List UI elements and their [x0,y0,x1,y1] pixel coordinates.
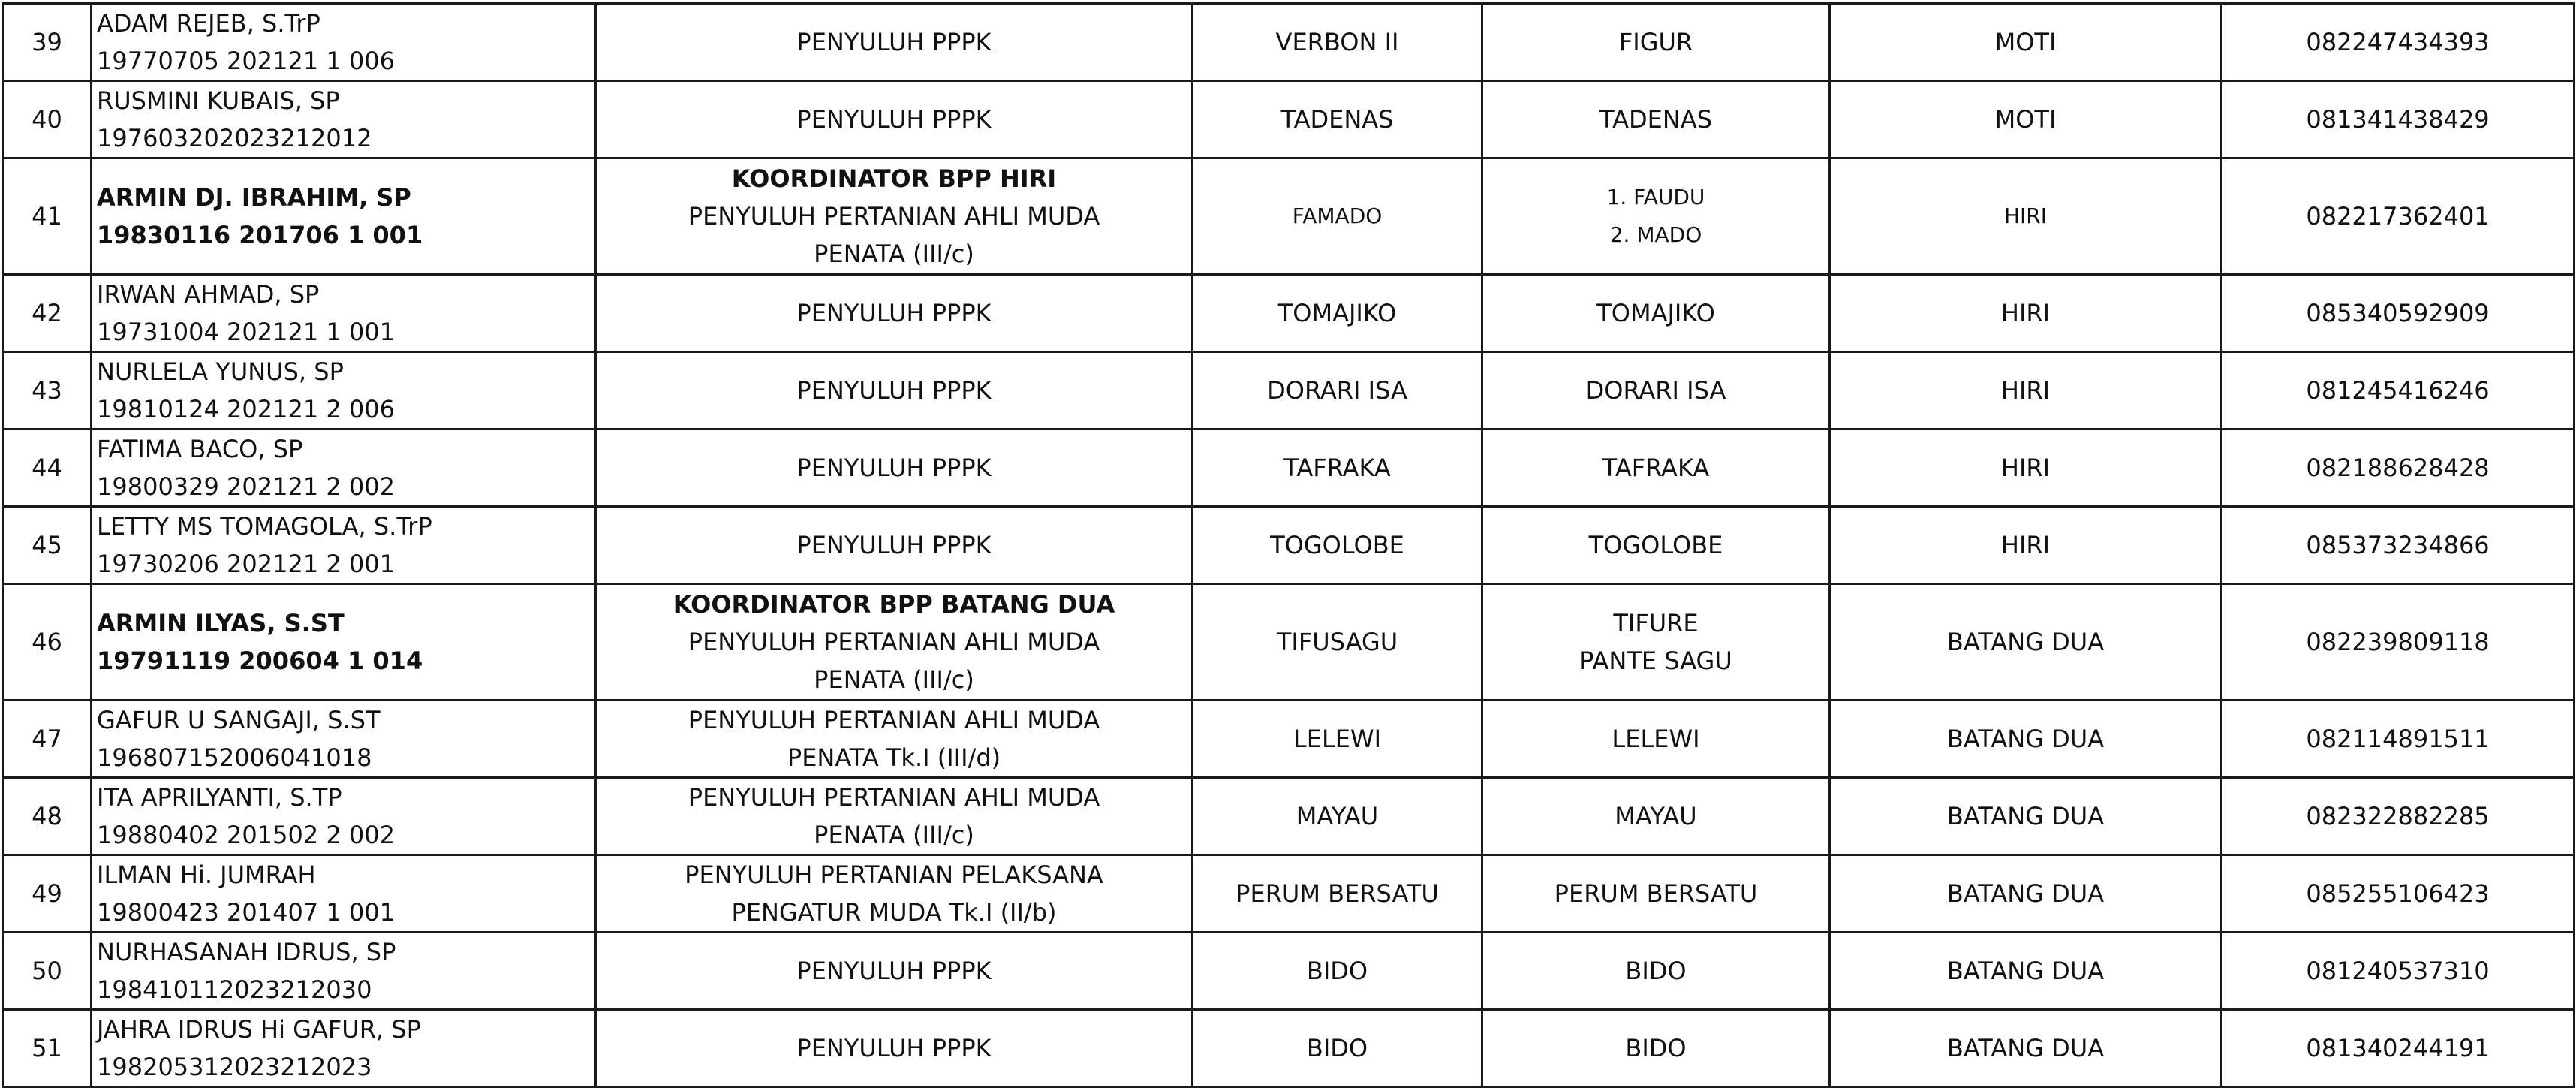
desa-binaan-cell [1193,701,1482,778]
employee-nip: 19731004 202121 1 001 [97,318,395,346]
table-row [3,507,2574,584]
desa-domisili-cell [1482,429,1830,507]
employee-nip: 19800329 202121 2 002 [97,472,395,501]
row-number: 43 [32,376,62,405]
table-row [3,933,2574,1010]
row-number-cell [3,778,92,855]
desa-binaan-cell [1193,429,1482,507]
desa-binaan-cell [1193,584,1482,701]
employee-name: ILMAN Hi. JUMRAH [97,860,316,889]
desa-domisili: 1. FAUDU [1606,185,1705,209]
row-number-cell [3,352,92,429]
employee-nip: 19770705 202121 1 006 [97,47,395,75]
table-row [3,778,2574,855]
employee-nip: 19810124 202121 2 006 [97,395,395,423]
position-line: PENYULUH PERTANIAN AHLI MUDA [688,202,1100,231]
position-line: PENYULUH PPPK [796,1034,992,1062]
position-cell [596,81,1193,158]
desa-domisili-cell [1482,933,1830,1010]
kecamatan: MOTI [1994,105,2057,134]
position-cell [596,507,1193,584]
desa-domisili: 2. MADO [1609,222,1702,247]
desa-binaan-cell [1193,933,1482,1010]
name-cell [92,4,596,81]
position-cell [596,158,1193,275]
position-line: PENATA (III/c) [814,665,974,694]
position-line: PENYULUH PERTANIAN AHLI MUDA [688,783,1100,812]
table-body [3,4,2574,1087]
desa-binaan: TOMAJIKO [1277,299,1397,327]
phone-number: 081245416246 [2306,376,2490,405]
phone-number: 081340244191 [2306,1034,2490,1062]
row-number-cell [3,507,92,584]
employee-name: FATIMA BACO, SP [97,435,303,463]
name-cell [92,352,596,429]
kecamatan: BATANG DUA [1946,957,2105,985]
desa-domisili: LELEWI [1612,725,1700,753]
employee-name: JAHRA IDRUS Hi GAFUR, SP [97,1015,421,1044]
desa-domisili-cell [1482,158,1830,275]
desa-domisili: PANTE SAGU [1579,646,1732,675]
kecamatan-cell [1830,158,2222,275]
desa-domisili-cell [1482,81,1830,158]
employee-nip: 19830116 201706 1 001 [97,221,423,249]
desa-domisili-cell [1482,507,1830,584]
name-cell [92,507,596,584]
desa-binaan: TAFRAKA [1283,454,1391,482]
phone-cell [2222,1010,2574,1087]
desa-domisili: TADENAS [1599,105,1712,134]
row-number: 42 [32,299,62,327]
phone-number: 082114891511 [2306,725,2490,753]
desa-domisili: DORARI ISA [1585,376,1726,405]
phone-cell [2222,352,2574,429]
desa-domisili: BIDO [1625,1034,1687,1062]
row-number: 51 [32,1034,62,1062]
row-number: 47 [32,725,62,753]
table-row [3,4,2574,81]
desa-binaan-cell [1193,352,1482,429]
position-line: PENYULUH PERTANIAN AHLI MUDA [688,628,1100,656]
desa-domisili-cell [1482,4,1830,81]
position-cell [596,429,1193,507]
name-cell [92,778,596,855]
phone-number: 082239809118 [2306,628,2490,656]
row-number-cell [3,855,92,933]
row-number-cell [3,275,92,352]
desa-binaan: FAMADO [1292,203,1383,228]
phone-cell [2222,778,2574,855]
phone-cell [2222,855,2574,933]
phone-cell [2222,81,2574,158]
employee-nip: 198410112023212030 [97,975,372,1004]
phone-cell [2222,507,2574,584]
position-line: PENYULUH PPPK [796,531,992,559]
desa-binaan: TIFUSAGU [1276,628,1398,656]
position-line: PENYULUH PPPK [796,376,992,405]
employee-nip: 19880402 201502 2 002 [97,821,395,849]
desa-binaan-cell [1193,275,1482,352]
name-cell [92,1010,596,1087]
desa-binaan-cell [1193,855,1482,933]
row-number-cell [3,429,92,507]
phone-number: 082188628428 [2306,454,2490,482]
desa-domisili: PERUM BERSATU [1554,879,1758,908]
row-number-cell [3,4,92,81]
kecamatan: HIRI [2000,376,2051,405]
position-cell [596,275,1193,352]
row-number: 49 [32,879,62,908]
table-row [3,1010,2574,1087]
employee-name: RUSMINI KUBAIS, SP [97,86,340,115]
row-number-cell [3,933,92,1010]
name-cell [92,584,596,701]
kecamatan-cell [1830,4,2222,81]
desa-domisili-cell [1482,275,1830,352]
kecamatan: BATANG DUA [1946,879,2105,908]
desa-binaan: PERUM BERSATU [1235,879,1439,908]
kecamatan-cell [1830,352,2222,429]
row-number: 40 [32,105,62,134]
row-number-cell [3,158,92,275]
kecamatan-cell [1830,507,2222,584]
row-number-cell [3,81,92,158]
phone-number: 082217362401 [2306,202,2490,231]
name-cell [92,701,596,778]
phone-cell [2222,429,2574,507]
kecamatan-cell [1830,933,2222,1010]
employee-name: ARMIN DJ. IBRAHIM, SP [97,183,411,212]
name-cell [92,81,596,158]
position-cell [596,1010,1193,1087]
table-row [3,429,2574,507]
position-cell [596,933,1193,1010]
table-row [3,352,2574,429]
desa-domisili: TIFURE [1613,609,1699,637]
kecamatan-cell [1830,275,2222,352]
table-row [3,81,2574,158]
kecamatan-cell [1830,778,2222,855]
position-cell [596,4,1193,81]
desa-binaan: TADENAS [1280,105,1394,134]
employee-name: ADAM REJEB, S.TrP [97,9,320,38]
phone-cell [2222,4,2574,81]
desa-domisili: FIGUR [1618,28,1693,56]
phone-number: 081341438429 [2306,105,2490,134]
row-number: 45 [32,531,62,559]
desa-domisili-cell [1482,1010,1830,1087]
desa-domisili: TAFRAKA [1602,454,1710,482]
employee-name: GAFUR U SANGAJI, S.ST [97,706,381,734]
position-line: PENATA (III/c) [814,240,974,268]
kecamatan-cell [1830,1010,2222,1087]
position-line: PENYULUH PPPK [796,28,992,56]
kecamatan-cell [1830,81,2222,158]
row-number: 39 [32,28,62,56]
kecamatan: BATANG DUA [1946,725,2105,753]
phone-cell [2222,701,2574,778]
desa-binaan: VERBON II [1275,28,1399,56]
phone-cell [2222,584,2574,701]
position-line: PENATA (III/c) [814,821,974,849]
desa-binaan-cell [1193,507,1482,584]
position-line: PENYULUH PPPK [796,957,992,985]
row-number-cell [3,1010,92,1087]
employee-nip: 19791119 200604 1 014 [97,646,423,675]
employee-nip: 198205312023212023 [97,1053,372,1081]
row-number-cell [3,701,92,778]
position-line: PENGATUR MUDA Tk.I (II/b) [731,898,1057,927]
desa-domisili: TOGOLOBE [1588,531,1723,559]
desa-binaan: BIDO [1306,1034,1368,1062]
kecamatan: MOTI [1994,28,2057,56]
employee-name: NURHASANAH IDRUS, SP [97,938,396,966]
employee-name: LETTY MS TOMAGOLA, S.TrP [97,512,432,541]
desa-binaan-cell [1193,81,1482,158]
desa-domisili: MAYAU [1615,802,1697,830]
phone-number: 081240537310 [2306,957,2490,985]
employee-name: IRWAN AHMAD, SP [97,280,320,309]
desa-domisili-cell [1482,352,1830,429]
kecamatan-cell [1830,584,2222,701]
desa-domisili-cell [1482,778,1830,855]
desa-domisili-cell [1482,855,1830,933]
table-row [3,855,2574,933]
desa-binaan-cell [1193,778,1482,855]
staff-table [2,2,2575,1088]
position-cell [596,352,1193,429]
position-line: KOORDINATOR BPP HIRI [731,164,1057,193]
kecamatan: BATANG DUA [1946,802,2105,830]
table-row [3,158,2574,275]
phone-number: 085373234866 [2306,531,2490,559]
employee-name: NURLELA YUNUS, SP [97,357,344,386]
kecamatan: BATANG DUA [1946,1034,2105,1062]
desa-binaan: LELEWI [1293,725,1382,753]
phone-number: 082322882285 [2306,802,2490,830]
desa-binaan: MAYAU [1296,802,1379,830]
table-row [3,701,2574,778]
desa-domisili-cell [1482,701,1830,778]
employee-name: ARMIN ILYAS, S.ST [97,609,345,637]
desa-binaan-cell [1193,4,1482,81]
table-row [3,275,2574,352]
position-cell [596,855,1193,933]
desa-domisili: TOMAJIKO [1596,299,1715,327]
name-cell [92,158,596,275]
position-line: PENYULUH PERTANIAN PELAKSANA [685,860,1103,889]
name-cell [92,275,596,352]
position-line: PENYULUH PPPK [796,454,992,482]
employee-nip: 19730206 202121 2 001 [97,550,395,578]
phone-number: 085255106423 [2306,879,2490,908]
row-number: 41 [32,202,62,231]
desa-binaan: DORARI ISA [1267,376,1407,405]
desa-binaan-cell [1193,1010,1482,1087]
phone-cell [2222,158,2574,275]
phone-number: 085340592909 [2306,299,2490,327]
phone-cell [2222,933,2574,1010]
position-cell [596,701,1193,778]
kecamatan: HIRI [2000,531,2051,559]
kecamatan-cell [1830,855,2222,933]
position-cell [596,584,1193,701]
employee-name: ITA APRILYANTI, S.TP [97,783,342,812]
row-number: 50 [32,957,62,985]
kecamatan: BATANG DUA [1946,628,2105,656]
desa-domisili: BIDO [1625,957,1687,985]
phone-cell [2222,275,2574,352]
position-line: PENYULUH PPPK [796,299,992,327]
name-cell [92,855,596,933]
position-line: PENATA Tk.I (III/d) [787,743,1001,772]
desa-binaan: TOGOLOBE [1270,531,1404,559]
desa-binaan-cell [1193,158,1482,275]
name-cell [92,933,596,1010]
position-line: KOORDINATOR BPP BATANG DUA [673,590,1115,619]
name-cell [92,429,596,507]
kecamatan: HIRI [2000,299,2051,327]
kecamatan: HIRI [2000,454,2051,482]
kecamatan-cell [1830,701,2222,778]
employee-nip: 196807152006041018 [97,743,372,772]
table-row [3,584,2574,701]
kecamatan: HIRI [2003,203,2048,228]
row-number-cell [3,584,92,701]
kecamatan-cell [1830,429,2222,507]
phone-number: 082247434393 [2306,28,2490,56]
position-cell [596,778,1193,855]
desa-domisili-cell [1482,584,1830,701]
row-number: 48 [32,802,62,830]
position-line: PENYULUH PERTANIAN AHLI MUDA [688,706,1100,734]
row-number: 44 [32,454,62,482]
employee-nip: 19800423 201407 1 001 [97,898,395,927]
employee-nip: 197603202023212012 [97,124,372,152]
position-line: PENYULUH PPPK [796,105,992,134]
desa-binaan: BIDO [1306,957,1368,985]
row-number: 46 [32,628,62,656]
